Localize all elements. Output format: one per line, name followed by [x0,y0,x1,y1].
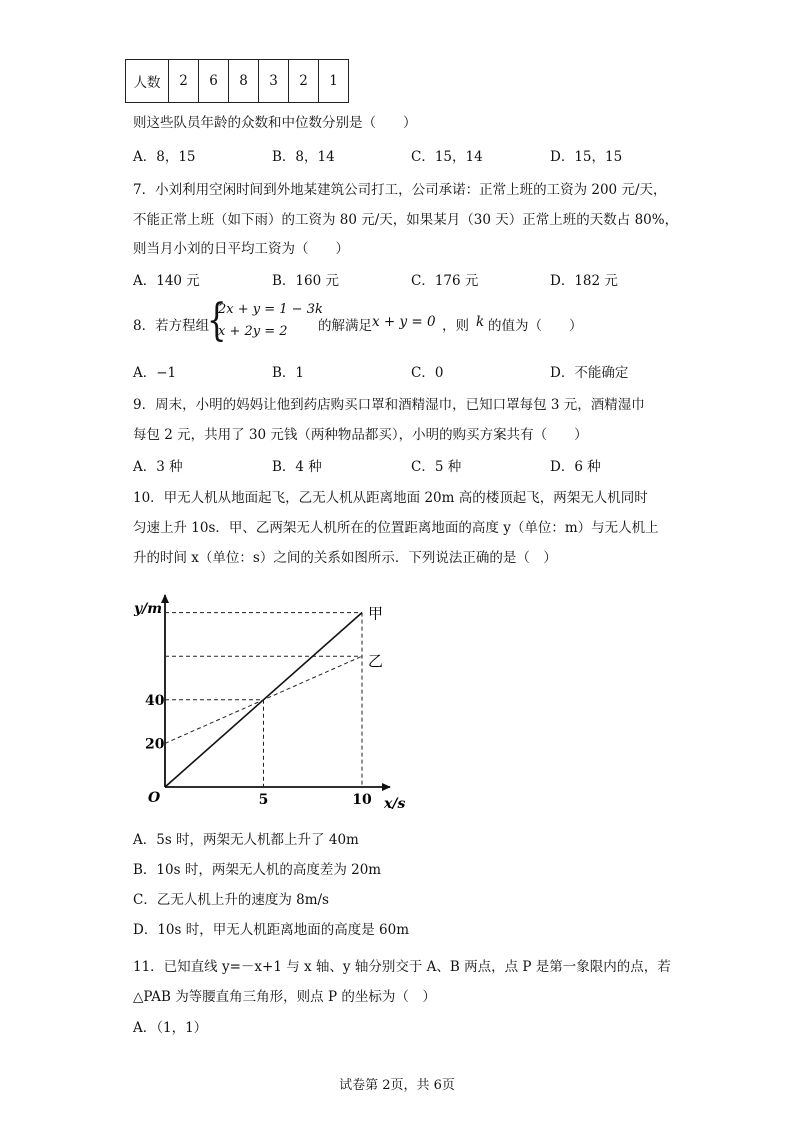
q11-option-a[interactable]: A．（1，1） [133,1020,208,1036]
y-tick-label: 20 [145,736,165,753]
q11-line1: 11．已知直线 y=－x+1 与 x 轴、y 轴分别交于 A、B 两点，点 P 是第一象限内的点，若 [133,959,671,975]
q7-line3: 则当月小刘的日平均工资为（ ） [133,241,349,257]
q6-stem: 则这些队员年龄的众数和中位数分别是（ ） [133,115,417,131]
q10-option-b[interactable]: B．10s 时，两架无人机的高度差为 20m [133,862,382,878]
x-axis-label: x/s [384,796,406,812]
q9-option-a[interactable]: A．3 种 [133,459,183,475]
q9-line2: 每包 2 元，共用了 30 元钱（两种物品都买），小明的购买方案共有（ ） [133,427,588,443]
q7-line2: 不能正常上班（如下雨）的工资为 80 元/天，如果某月（30 天）正常上班的天数占 80%， [133,212,679,228]
y-axis-label: y/m [134,601,163,617]
q6-option-c[interactable]: C．15，14 [411,149,483,165]
q8-option-c[interactable]: C．0 [411,365,444,381]
q7-line1: 7．小刘利用空闲时间到外地某建筑公司打工，公司承诺：正常上班的工资为 200 元/天， [133,182,667,198]
series-jia-label: 甲 [368,604,384,623]
q8-condition: x + y = 0 [372,314,436,330]
table-cell: 3 [259,60,289,103]
table-cell: 6 [199,60,229,103]
q8-suffix-b: ，则 [442,318,469,334]
origin-label: O [148,790,161,806]
q8-option-d[interactable]: D．不能确定 [550,365,629,381]
series-yi-label: 乙 [368,652,384,671]
q6-option-b[interactable]: B．8，14 [272,149,335,165]
q8-option-b[interactable]: B．1 [272,365,305,381]
x-tick-label: 5 [258,792,269,808]
table-cell: 8 [229,60,259,103]
q10-option-d[interactable]: D．10s 时，甲无人机距离地面的高度是 60m [133,922,409,938]
table-cell: 2 [169,60,199,103]
x-tick-label: 10 [352,792,372,808]
y-tick-label: 40 [145,692,165,709]
q9-option-b[interactable]: B．4 种 [272,459,322,475]
q10-line1: 10．甲无人机从地面起飞，乙无人机从距离地面 20m 高的楼顶起飞，两架无人机同时 [133,490,648,506]
q8-var: k [476,314,485,330]
left-brace-icon: { [206,295,227,346]
q8-prefix: 8．若方程组 [133,318,210,334]
q8-suffix-c: 的值为（ ） [488,318,583,334]
q9-option-c[interactable]: C．5 种 [411,459,462,475]
q10-line2: 匀速上升 10s．甲、乙两架无人机所在的位置距离地面的高度 y（单位：m）与无人机上 [133,520,659,536]
q9-option-d[interactable]: D．6 种 [550,459,601,475]
q10-line3: 升的时间 x（单位：s）之间的关系如图所示．下列说法正确的是（ ） [133,550,557,566]
q11-line2: △PAB 为等腰直角三角形，则点 P 的坐标为（ ） [133,989,436,1005]
q8-option-a[interactable]: A．−1 [133,365,177,381]
table-header-cell: 人数 [126,60,169,103]
q7-option-d[interactable]: D．182 元 [550,273,618,289]
q7-option-a[interactable]: A．140 元 [133,273,200,289]
table-cell: 1 [319,60,349,103]
table-cell: 2 [289,60,319,103]
q6-option-d[interactable]: D．15，15 [550,149,623,165]
q8-equation-1: 2x + y = 1 − 3k [218,302,323,317]
q10-option-c[interactable]: C．乙无人机上升的速度为 8m/s [133,892,329,908]
q6-option-a[interactable]: A．8，15 [133,149,196,165]
q7-option-c[interactable]: C．176 元 [411,273,479,289]
page-footer: 试卷第 2页，共 6页 [339,1078,455,1093]
q10-option-a[interactable]: A．5s 时，两架无人机都上升了 40m [133,832,359,848]
q9-line1: 9．周末，小明的妈妈让他到药店购买口罩和酒精湿巾，已知口罩每包 3 元，酒精湿巾 [133,397,645,413]
q8-suffix-a: 的解满足 [318,318,372,334]
q7-option-b[interactable]: B．160 元 [272,273,339,289]
q8-equation-2: x + 2y = 2 [218,324,288,339]
